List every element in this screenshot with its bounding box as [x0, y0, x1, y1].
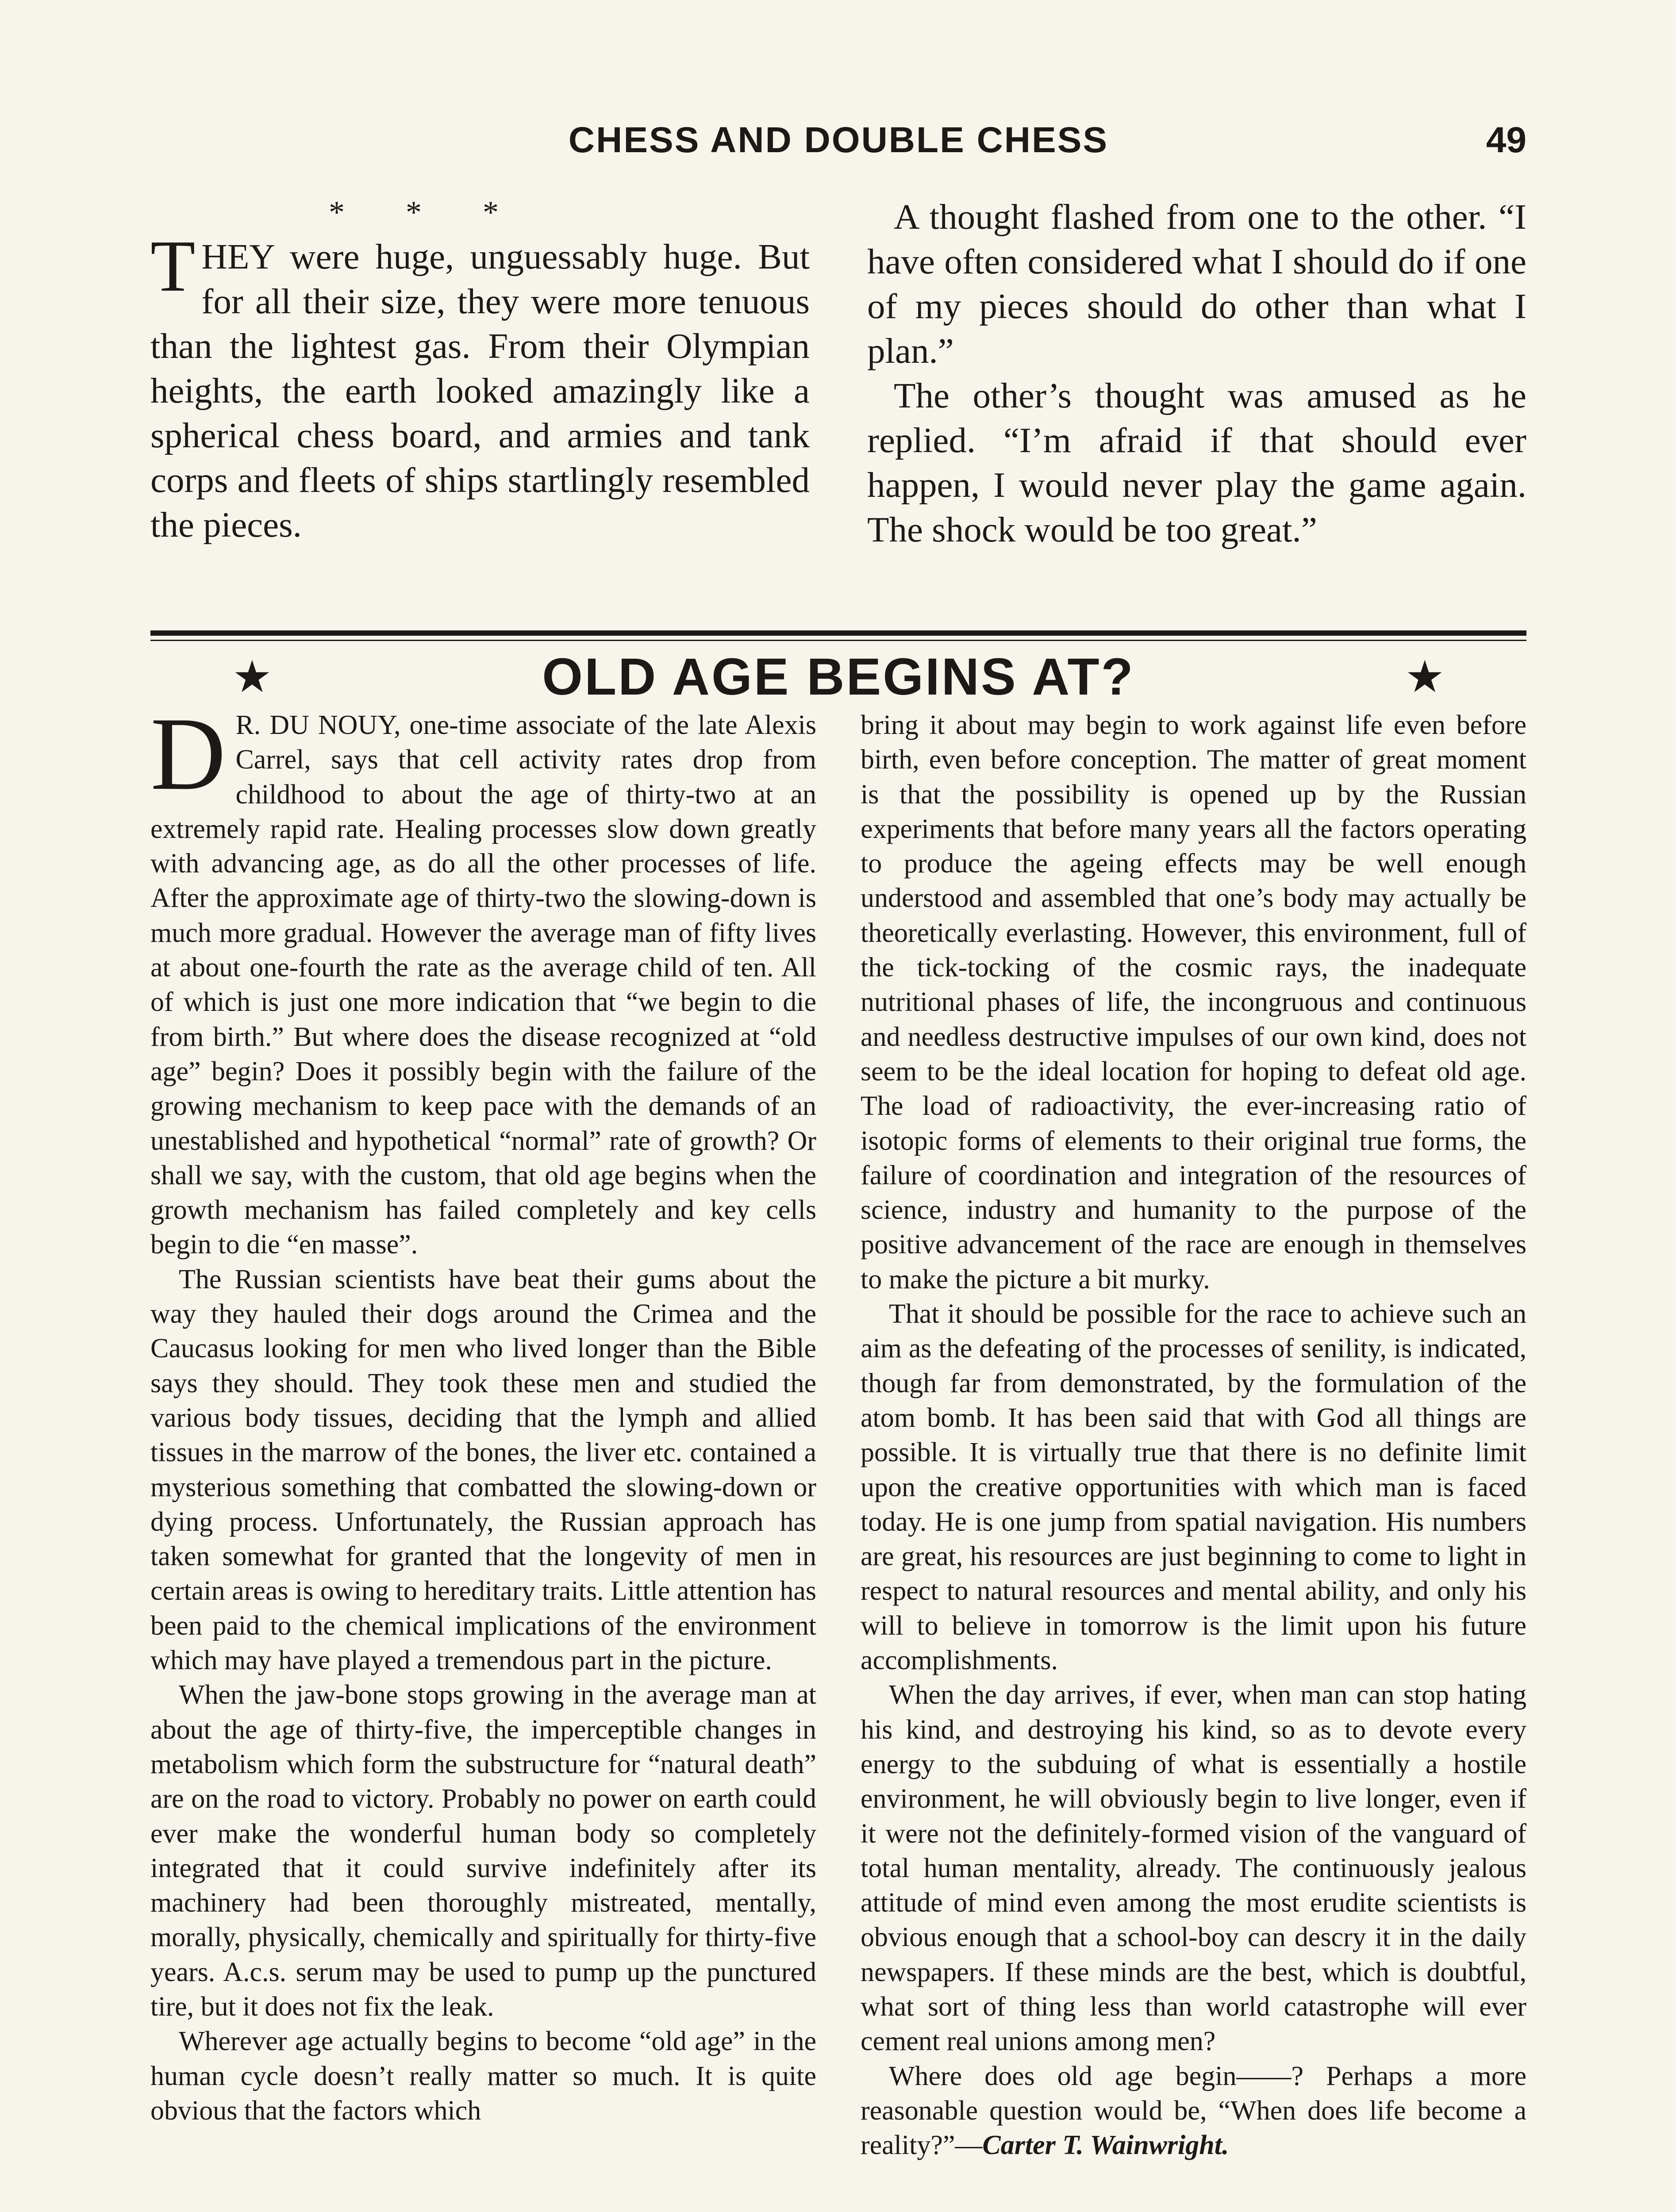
- article-paragraph: That it should be possible for the race to achieve such an aim as the defeating of the processes of senility, is indicated, though far from demonstrated, by the formulation of the atom bomb. It has been said that with God all things are possible. It is virtually true that there is no definite limit upon the creative opportunities with which man is faced today. He is one jump from spatial navigation. His numbers are great, his resources are just beginning to come to light in respect to natural resources and mental ability, and only his will to believe in tomorrow is the limit upon his future accomplishments.: [861, 1299, 1526, 1676]
- story-paragraph: [150, 225, 810, 547]
- author-byline: Carter T. Wainwright.: [982, 2130, 1229, 2161]
- article-headline: OLD AGE BEGINS AT?: [542, 648, 1135, 706]
- article-paragraph: bring it about may begin to work against life even before birth, even before conception. The matter of great moment is that the possibility is opened up by the Russian experiments that before many years all the factors operating to produce the ageing effects may be well enough understood and assembled that one’s body may actually be theoretically everlasting. However, this environment, full of the tick-tocking of the cosmic rays, the inadequate nutritional phases of life, the incongruous and continuous and needless destructive impulses of our own kind, does not seem to be the ideal location for hoping to defeat old age. The load of radioactivity, the ever-increasing ratio of isotopic forms of elements to their original true forms, the failure of coordination and integration of the resources of science, industry and humanity to the purpose of the positive advancement of the race are enough in themselves to make the picture a bit murky.: [861, 710, 1526, 1294]
- article-paragraph: The Russian scientists have beat their gums about the way they hauled their dogs around the Crimea and the Caucasus looking for men who lived longer than the Bible says they should. They took these men and studied the various body tissues, deciding that the lymph and allied tissues in the marrow of the bones, the liver etc. contained a mysterious something that combatted the slowing-down or dying process. Unfortunately, the Russian approach has taken somewhat for granted that the longevity of men in certain areas is owing to hereditary traits. Little attention has been paid to the chemical implications of the environment which may have played a tremendous part in the picture.: [150, 1264, 816, 1676]
- star-icon: ★: [232, 651, 272, 703]
- article-right-column: [861, 708, 1526, 2212]
- story-conclusion: [150, 195, 1526, 619]
- article-paragraph: When the day arrives, if ever, when man can stop hating his kind, and destroying his kind, so as to devote every energy to the subduing of what is essentially a hostile environment, he will obviously begin to live longer, even if it were not the definitely-formed vision of the vanguard of total human mentality, already. The continuously jealous attitude of mind even among the most erudite scientists is obvious enough that a school-boy can descry it in the daily newspapers. If these minds are the best, which is doubtful, what sort of thing less than world catastrophe will ever cement real unions among men?: [861, 1680, 1526, 2057]
- article-paragraph: When the jaw-bone stops growing in the average man at about the age of thirty-five, the imperceptible changes in metabolism which form the substructure for “natural death” are on the road to victory. Probably no power on earth could ever make the wonderful human body so completely integrated that it could survive indefinitely after its machinery had been thoroughly mistreated, mentally, morally, physically, chemically and spiritually for thirty-five years. A.c.s. serum may be used to pump up the punctured tire, but it does not fix the leak.: [150, 1680, 816, 2022]
- article-paragraph: [861, 2059, 1526, 2163]
- story-right-column: [867, 195, 1526, 619]
- article-paragraph: [150, 696, 817, 1262]
- article-paragraph-text: NOUY, one-time associate of the late Alexis Carrel, says that cell activity rates drop from childhood to about the age of thirty-two at an extremely rapid rate. Healing processes slow down greatly with advancing age, as do all the other processes of life. After the approximate age of thirty-two the slowing-down is much more gradual. However the average man of fifty lives at about one-fourth the rate as the average child of ten. All of which is just one more indication that “we begin to die from birth.” But where does the disease recognized at “old age” begin? Does it possibly begin with the failure of the growing mechanism to keep pace with the demands of an unestablished and hypothetical “normal” rate of growth? Or shall we say, with the custom, that old age begins when the growth mechanism has failed completely and key cells begin to die “en masse”.: [150, 710, 817, 1260]
- article-paragraph-text: Where does old age begin——? Perhaps a more reasonable question would be, “When does life become a reality?”—: [861, 2061, 1526, 2161]
- article-body: [150, 696, 1526, 2212]
- article-headline-bar: [150, 646, 1526, 712]
- section-rule-thin: [150, 640, 1526, 641]
- story-left-column: [150, 195, 810, 619]
- story-paragraph: The other’s thought was amused as he replied. “I’m afraid if that should ever happen, I would never play the game again. The shock would be too great.”: [867, 376, 1526, 549]
- story-paragraph: A thought flashed from one to the other. “I have often considered what I should do if one of my pieces should do other than what I plan.”: [867, 197, 1526, 371]
- section-rule-thick: [150, 630, 1526, 636]
- drop-cap: D: [150, 696, 226, 812]
- running-head: [150, 119, 1526, 173]
- page-number: 49: [1486, 120, 1526, 160]
- article-paragraph: Wherever age actually begins to become “old age” in the human cycle doesn’t really matter so much. It is quite obvious that the factors which: [150, 2026, 816, 2126]
- lead-in-caps: R. DU: [235, 710, 309, 740]
- running-title: CHESS AND DOUBLE CHESS: [568, 120, 1109, 160]
- star-icon: ★: [1405, 651, 1445, 703]
- story-paragraph-text: HEY were huge, unguessably huge. But for all their size, they were more tenuous than the lightest gas. From their Olympian heights, the earth looked amazingly like a spherical chess board, and armies and tank corps and fleets of ships startlingly resembled the pieces.: [150, 237, 810, 545]
- section-break-asterisms: * * *: [329, 195, 525, 230]
- article-left-column: [150, 696, 817, 2212]
- drop-cap: T: [150, 225, 196, 307]
